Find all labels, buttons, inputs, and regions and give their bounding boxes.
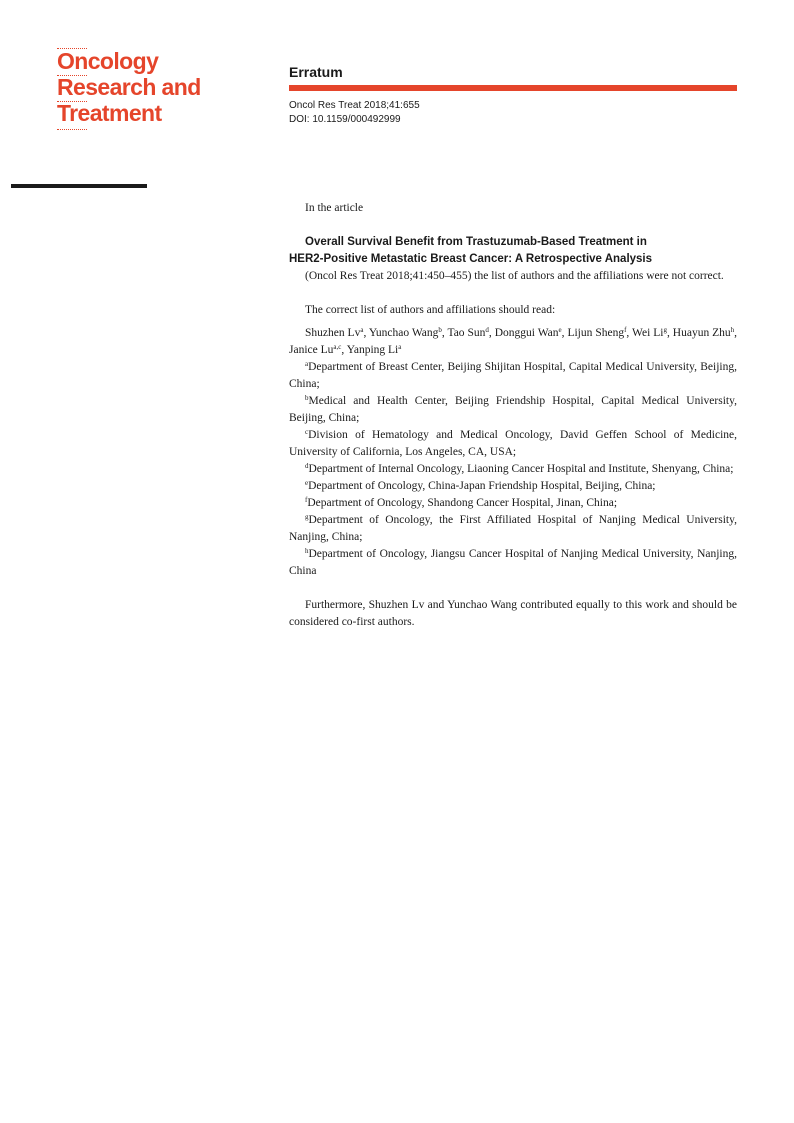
affiliation-marker: g bbox=[305, 513, 309, 521]
author-name: Yunchao Wang bbox=[368, 327, 439, 339]
author-name: Huayun Zhu bbox=[672, 327, 731, 339]
author-affiliation-marker: d bbox=[485, 326, 489, 334]
header-accent-bar bbox=[289, 85, 737, 91]
author-affiliation-marker: h bbox=[730, 326, 735, 334]
affiliation-text: Division of Hematology and Medical Oncology, David Geffen School of Medicine, University of California, Los Angeles, CA, USA; bbox=[289, 429, 737, 458]
logo-dotted-rule bbox=[57, 129, 87, 130]
author-name: Janice Lu bbox=[289, 344, 334, 356]
author-list: Shuzhen Lv$^a$, Yunchao Wang$^b$, Tao Sun$^d$, Donggui Wan$^e$, Lijun Sheng$^f$, Wei Li$^g$, Huayun Zhu$^h$, Janice Lu$^{a,c}$, Yanping Li$^a$ bbox=[289, 326, 738, 356]
intro-text: In the article bbox=[305, 202, 364, 214]
affiliation-text: Department of Oncology, China-Japan Friendship Hospital, Beijing, China; bbox=[308, 480, 656, 492]
author-affiliation-marker: a bbox=[360, 326, 364, 334]
affiliation-item bbox=[289, 427, 737, 461]
article-title-line-1: Overall Survival Benefit from Trastuzumab-Based Treatment in bbox=[305, 236, 647, 248]
affiliation-marker: a bbox=[305, 360, 309, 368]
affiliation-marker: e bbox=[305, 479, 309, 487]
affiliation-item bbox=[289, 478, 737, 495]
affiliation-text: Department of Oncology, Jiangsu Cancer Hospital of Nanjing Medical University, Nanjing, China bbox=[289, 548, 737, 577]
logo-line-2: Research and bbox=[57, 74, 201, 100]
affiliation-marker: c bbox=[305, 428, 309, 436]
author-name: Shuzhen Lv bbox=[305, 327, 361, 339]
affiliation-item bbox=[289, 393, 737, 427]
affiliation-item bbox=[289, 512, 737, 546]
affiliation-text: Department of Oncology, the First Affiliated Hospital of Nanjing Medical University, Nanjing, China; bbox=[289, 514, 737, 543]
citation: Oncol Res Treat 2018;41:655 bbox=[289, 100, 420, 111]
section-title: Erratum bbox=[289, 64, 343, 80]
reference-note: (Oncol Res Treat 2018;41:450–455) the list of authors and the affiliations were not correct. bbox=[305, 270, 724, 282]
closing-note: Furthermore, Shuzhen Lv and Yunchao Wang contributed equally to this work and should be considered co-first authors. bbox=[289, 599, 737, 628]
affiliation-marker: d bbox=[305, 462, 309, 470]
author-affiliation-marker: f bbox=[624, 326, 627, 334]
affiliation-marker: h bbox=[305, 547, 309, 555]
affiliation-text: Department of Breast Center, Beijing Shijitan Hospital, Capital Medical University, Beijing, China; bbox=[289, 361, 737, 390]
author-affiliation-marker: g bbox=[663, 326, 667, 334]
logo-line-3: Treatment bbox=[57, 100, 162, 126]
author-affiliation-marker: a bbox=[398, 343, 402, 351]
logo-line-1: Oncology bbox=[57, 48, 159, 74]
doi: DOI: 10.1159/000492999 bbox=[289, 114, 401, 125]
author-affiliation-marker: e bbox=[558, 326, 562, 334]
article-body bbox=[289, 200, 737, 631]
author-affiliation-marker: b bbox=[438, 326, 442, 334]
author-name: Tao Sun bbox=[447, 327, 486, 339]
affiliation-text: Department of Internal Oncology, Liaoning Cancer Hospital and Institute, Shenyang, China; bbox=[308, 463, 734, 475]
affiliation-item bbox=[289, 546, 737, 580]
affiliation-list bbox=[289, 359, 737, 580]
affiliation-item bbox=[289, 461, 737, 478]
article-meta bbox=[289, 99, 420, 127]
author-name: Wei Li bbox=[632, 327, 664, 339]
affiliation-text: Medical and Health Center, Beijing Friendship Hospital, Capital Medical University, Beijing, China; bbox=[289, 395, 737, 424]
affiliation-marker: b bbox=[305, 394, 309, 402]
author-name: Lijun Sheng bbox=[567, 327, 625, 339]
author-name: Yanping Li bbox=[346, 344, 399, 356]
correction-lead: The correct list of authors and affiliations should read: bbox=[305, 304, 556, 316]
affiliation-text: Department of Oncology, Shandong Cancer Hospital, Jinan, China; bbox=[307, 497, 618, 509]
affiliation-item bbox=[289, 495, 737, 512]
journal-logo bbox=[57, 48, 217, 126]
side-divider bbox=[11, 184, 147, 188]
author-name: Donggui Wan bbox=[494, 327, 559, 339]
affiliation-marker: f bbox=[305, 496, 308, 504]
affiliation-item bbox=[289, 359, 737, 393]
author-affiliation-marker: a,c bbox=[333, 343, 342, 351]
article-title-line-2: HER2-Positive Metastatic Breast Cancer: A Retrospective Analysis bbox=[289, 253, 653, 265]
